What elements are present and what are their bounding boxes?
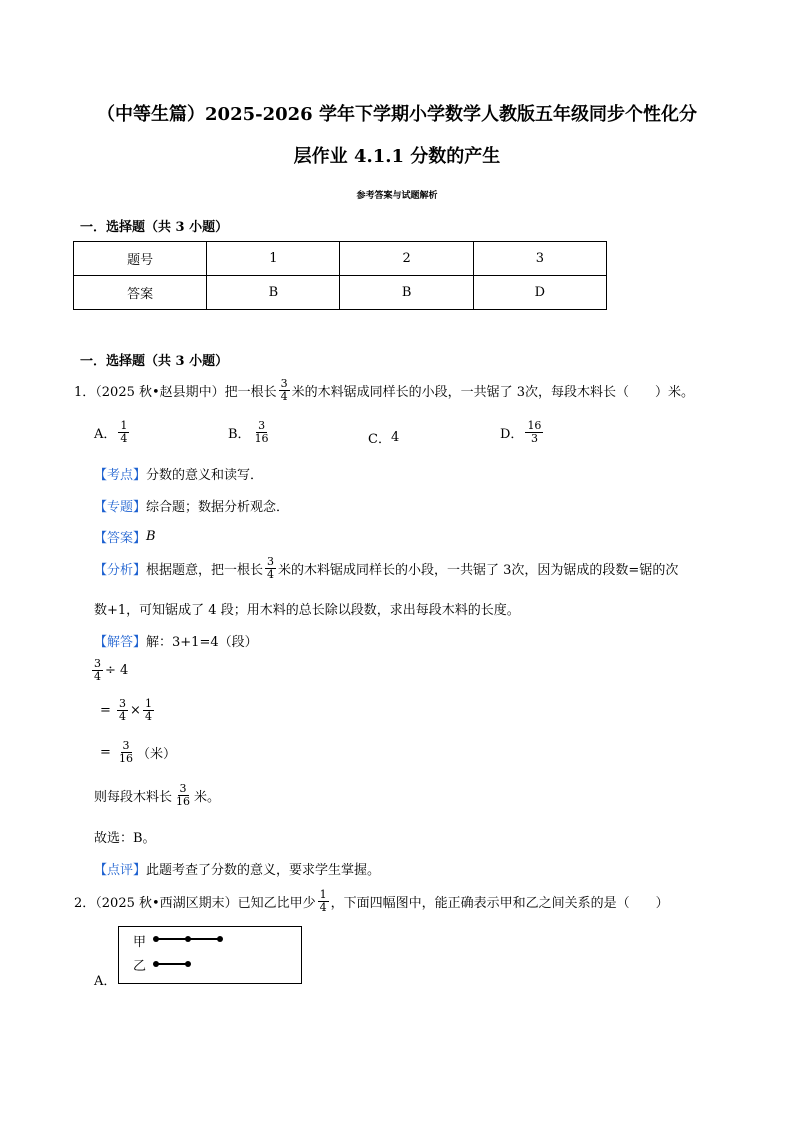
stem-text: 1．（2025 秋•赵县期中）把一根长 <box>74 385 277 400</box>
kaodian-tag: 【考点】 <box>94 468 147 483</box>
answer-table <box>73 241 607 310</box>
document-title-line1: （中等生篇）2025-2026 学年下学期小学数学人教版五年级同步个性化分 <box>97 104 697 125</box>
option-a: A． $\frac{1}{4}$ <box>94 419 128 445</box>
table-header-cell: 题号 <box>74 242 207 276</box>
calc-step-3: = $\frac{3}{16}$ （米） <box>100 739 177 765</box>
calc-step-1: $\frac{3}{4}$ ÷ 4 <box>94 657 129 683</box>
conclusion-line: 则每段木料长 $\frac{3}{16}$ 米。 <box>94 782 221 808</box>
table-cell: B <box>207 276 340 310</box>
zhuanti-tag: 【专题】 <box>94 500 147 515</box>
table-cell: D <box>473 276 606 310</box>
question-2-stem: 2．（2025 秋•西湖区期末）已知乙比甲少 $\frac{1}{4}$ ，下面四幅图中，能正确表示甲和乙之间关系的是（ ） <box>74 888 669 914</box>
fenxi-tag: 【分析】 <box>94 563 147 578</box>
dianping-tag: 【点评】 <box>94 863 147 878</box>
table-cell: 1 <box>207 242 340 276</box>
diagram-box-a <box>118 926 302 984</box>
segment-dot <box>185 961 191 967</box>
fenxi-line: 【分析】 根据题意，把一根长 $\frac{3}{4}$ 米的木料锯成同样长的小段，一共锯了 3次，因为锯成的段数=锯的次 <box>94 555 679 581</box>
dianping-line: 【点评】 此题考查了分数的意义，要求学生掌握。 <box>94 859 380 878</box>
fraction: $\frac{3}{4}$ <box>267 555 275 581</box>
choose-line: 故选：B。 <box>94 831 156 846</box>
option-a-label: A． <box>94 974 117 989</box>
jia-label: 甲 <box>133 935 147 950</box>
fraction: $\frac{3}{4}$ <box>119 697 127 723</box>
document-title-line2: 层作业 4.1.1 分数的产生 <box>293 146 501 167</box>
fraction: $\frac{3}{4}$ <box>94 657 101 683</box>
jieda-tag: 【解答】 <box>94 635 147 650</box>
calc-step-2: = $\frac{3}{4}$ × $\frac{1}{4}$ <box>100 697 152 723</box>
question-1-stem <box>74 378 694 403</box>
fraction: $\frac{1}{4}$ <box>144 697 152 723</box>
table-cell: 2 <box>340 242 473 276</box>
yi-label: 乙 <box>133 959 147 974</box>
subtitle: 参考答案与试题解析 <box>356 191 438 201</box>
segment-dot <box>153 936 159 942</box>
option-d: D． $\frac{16}{3}$ <box>500 419 542 445</box>
zhuanti-line: 【专题】 综合题；数据分析观念． <box>94 496 289 515</box>
table-row <box>74 276 607 310</box>
table-cell: 3 <box>473 242 606 276</box>
segment-dot <box>153 961 159 967</box>
daan-tag: 【答案】 <box>94 531 147 546</box>
segment-dot <box>185 936 191 942</box>
fraction: $\frac{16}{3}$ <box>527 419 542 445</box>
table-cell: B <box>340 276 473 310</box>
stem-text: 米的木料锯成同样长的小段，一共锯了 3次，每段木料长（ ）米。 <box>291 385 695 400</box>
fraction: $\frac{1}{4}$ <box>319 888 327 914</box>
option-c: C． 4 <box>368 430 400 447</box>
fraction: $\frac{1}{4}$ <box>120 419 128 445</box>
kaodian-line: 【考点】 分数的意义和读写． <box>94 464 263 483</box>
table-row <box>74 242 607 276</box>
fraction: $\frac{3}{16}$ <box>119 739 134 765</box>
daan-line: 【答案】 B <box>94 529 156 546</box>
fraction: $\frac{3}{16}$ <box>254 419 269 445</box>
fraction: $\frac{3}{16}$ <box>176 782 191 808</box>
section-heading: 一．选择题（共 3 小题） <box>80 354 229 369</box>
option-b: B． $\frac{3}{16}$ <box>228 419 269 445</box>
jieda-line: 【解答】 解：3+1=4（段） <box>94 631 258 650</box>
section-heading: 一．选择题（共 3 小题） <box>80 220 229 235</box>
yi-segment <box>156 963 188 965</box>
fraction: $\frac{3}{4}$ <box>280 377 288 403</box>
segment-dot <box>217 936 223 942</box>
table-header-cell: 答案 <box>74 276 207 310</box>
fenxi-line-2: 数+1，可知锯成了 4 段；用木料的总长除以段数，求出每段木料的长度。 <box>94 603 520 618</box>
